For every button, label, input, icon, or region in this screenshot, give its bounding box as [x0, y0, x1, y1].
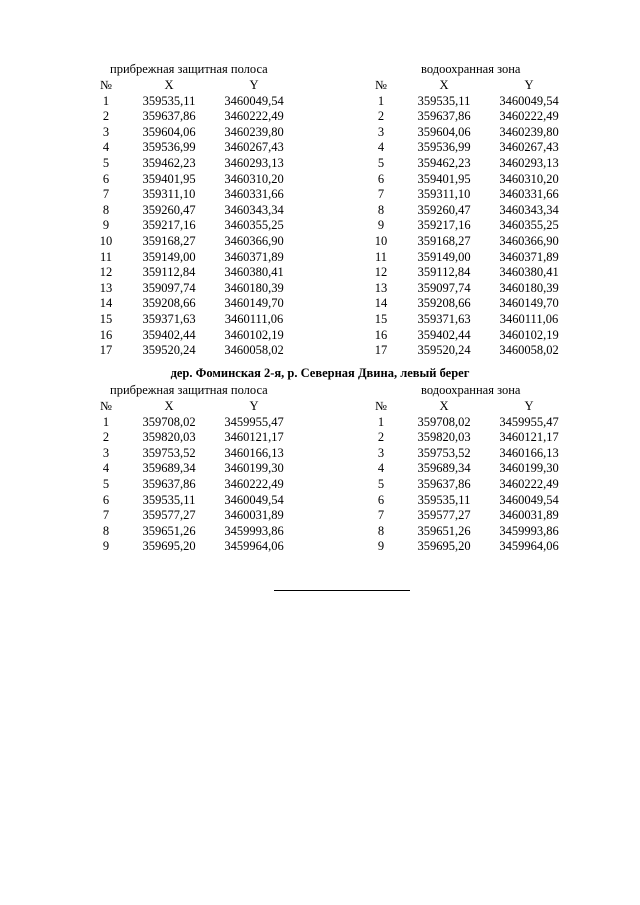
- point-number-cell: 9: [102, 539, 110, 554]
- point-number-cell: 4: [377, 140, 385, 155]
- table-row: [88, 296, 294, 312]
- table-row: [363, 140, 569, 156]
- point-number-cell: 5: [377, 155, 385, 170]
- point-number-cell: 13: [99, 280, 113, 295]
- y-coordinate-cell: 3460380,41: [499, 265, 559, 280]
- table-row: [88, 156, 294, 172]
- table-row: [88, 94, 294, 110]
- y-coordinate-cell: 3460380,41: [224, 265, 284, 280]
- table-row: [88, 508, 294, 524]
- y-coordinate-cell: 3459993,86: [499, 523, 559, 538]
- y-coordinate-cell: 3460166,13: [224, 445, 284, 460]
- x-coordinate-cell: 359371,63: [417, 311, 471, 326]
- x-coordinate-cell: 359311,10: [417, 187, 471, 202]
- table-row: [88, 539, 294, 555]
- y-coordinate-cell: 3460031,89: [499, 508, 559, 523]
- y-coordinate-cell: 3460166,13: [499, 445, 559, 460]
- y-coordinate-cell: 3460343,34: [224, 202, 284, 217]
- table-row: [363, 281, 569, 297]
- y-coordinate-cell: 3460199,30: [499, 461, 559, 476]
- y-coordinate-cell: 3460343,34: [499, 202, 559, 217]
- table-row: [88, 218, 294, 234]
- table-row: [88, 203, 294, 219]
- x-coordinate-cell: 359401,95: [417, 171, 471, 186]
- x-coordinate-cell: 359208,66: [142, 296, 196, 311]
- point-number-cell: 2: [377, 109, 385, 124]
- table-header-row: [88, 399, 294, 415]
- y-coordinate-cell: 3460049,54: [224, 93, 284, 108]
- y-coordinate-cell: 3459955,47: [499, 414, 559, 429]
- x-header: X: [164, 399, 174, 413]
- x-coordinate-cell: 359208,66: [417, 296, 471, 311]
- point-number-cell: 9: [377, 539, 385, 554]
- x-coordinate-cell: 359820,03: [417, 430, 471, 445]
- point-number-cell: 7: [102, 508, 110, 523]
- y-coordinate-cell: 3460058,02: [224, 343, 284, 358]
- point-number-cell: 1: [377, 414, 385, 429]
- y-coordinate-cell: 3460058,02: [499, 343, 559, 358]
- point-number-cell: 3: [377, 124, 385, 139]
- y-coordinate-cell: 3460102,19: [224, 327, 284, 342]
- table-row: [363, 477, 569, 493]
- table-row: [88, 477, 294, 493]
- x-coordinate-cell: 359260,47: [142, 202, 196, 217]
- point-number-cell: 11: [374, 249, 388, 264]
- y-coordinate-cell: 3460149,70: [499, 296, 559, 311]
- block-2-titles: [0, 383, 640, 399]
- x-coordinate-cell: 359604,06: [417, 124, 471, 139]
- table-row: [88, 125, 294, 141]
- x-header: X: [439, 78, 449, 92]
- point-number-cell: 6: [102, 492, 110, 507]
- y-coordinate-cell: 3460293,13: [224, 155, 284, 170]
- table-row: [88, 281, 294, 297]
- point-number-cell: 12: [99, 265, 113, 280]
- point-number-cell: 8: [102, 523, 110, 538]
- y-coordinate-cell: 3460310,20: [499, 171, 559, 186]
- table-row: [363, 539, 569, 555]
- y-header: Y: [524, 78, 534, 92]
- table-row: [363, 508, 569, 524]
- y-coordinate-cell: 3459993,86: [224, 523, 284, 538]
- coastal-strip-title: прибрежная защитная полоса: [110, 62, 268, 76]
- x-coordinate-cell: 359217,16: [417, 218, 471, 233]
- water-protection-zone-table: [363, 78, 569, 359]
- table-row: [363, 461, 569, 477]
- table-row: [88, 430, 294, 446]
- table-row: [88, 109, 294, 125]
- table-row: [363, 234, 569, 250]
- x-coordinate-cell: 359695,20: [417, 539, 471, 554]
- table-row: [88, 140, 294, 156]
- x-coordinate-cell: 359149,00: [142, 249, 196, 264]
- y-coordinate-cell: 3460121,17: [499, 430, 559, 445]
- x-coordinate-cell: 359577,27: [142, 508, 196, 523]
- table-row: [363, 446, 569, 462]
- coastal-strip-table: [88, 399, 294, 555]
- y-coordinate-cell: 3460222,49: [499, 109, 559, 124]
- point-number-cell: 5: [102, 476, 110, 491]
- coordinates-block-2: [0, 383, 640, 554]
- point-number-cell: 8: [377, 202, 385, 217]
- y-header: Y: [524, 399, 534, 413]
- x-coordinate-cell: 359402,44: [142, 327, 196, 342]
- y-coordinate-cell: 3460267,43: [224, 140, 284, 155]
- x-coordinate-cell: 359535,11: [142, 93, 196, 108]
- table-row: [88, 461, 294, 477]
- y-coordinate-cell: 3460102,19: [499, 327, 559, 342]
- y-coordinate-cell: 3460239,80: [224, 124, 284, 139]
- table-row: [363, 415, 569, 431]
- y-coordinate-cell: 3460111,06: [224, 311, 284, 326]
- table-row: [363, 172, 569, 188]
- point-number-cell: 12: [374, 265, 388, 280]
- table-row: [363, 265, 569, 281]
- table-row: [363, 125, 569, 141]
- x-coordinate-cell: 359401,95: [142, 171, 196, 186]
- point-number-cell: 6: [377, 171, 385, 186]
- y-coordinate-cell: 3460331,66: [499, 187, 559, 202]
- x-coordinate-cell: 359753,52: [142, 445, 196, 460]
- x-coordinate-cell: 359536,99: [417, 140, 471, 155]
- y-coordinate-cell: 3460293,13: [499, 155, 559, 170]
- table-row: [88, 234, 294, 250]
- number-header: №: [375, 78, 387, 92]
- point-number-cell: 1: [377, 93, 385, 108]
- coastal-strip-title: прибрежная защитная полоса: [110, 383, 268, 397]
- y-coordinate-cell: 3460180,39: [499, 280, 559, 295]
- x-coordinate-cell: 359520,24: [417, 343, 471, 358]
- point-number-cell: 17: [374, 343, 388, 358]
- table-row: [88, 493, 294, 509]
- separator-line: [274, 590, 410, 591]
- y-coordinate-cell: 3460111,06: [499, 311, 559, 326]
- number-header: №: [100, 399, 112, 413]
- table-header-row: [363, 78, 569, 94]
- table-row: [88, 524, 294, 540]
- point-number-cell: 4: [102, 461, 110, 476]
- point-number-cell: 2: [377, 430, 385, 445]
- table-row: [88, 250, 294, 266]
- x-coordinate-cell: 359371,63: [142, 311, 196, 326]
- x-coordinate-cell: 359097,74: [417, 280, 471, 295]
- point-number-cell: 17: [99, 343, 113, 358]
- point-number-cell: 6: [102, 171, 110, 186]
- y-coordinate-cell: 3460267,43: [499, 140, 559, 155]
- point-number-cell: 9: [102, 218, 110, 233]
- y-coordinate-cell: 3459964,06: [224, 539, 284, 554]
- point-number-cell: 8: [377, 523, 385, 538]
- y-coordinate-cell: 3460366,90: [499, 233, 559, 248]
- table-row: [88, 328, 294, 344]
- x-coordinate-cell: 359708,02: [142, 414, 196, 429]
- x-coordinate-cell: 359462,23: [142, 155, 196, 170]
- point-number-cell: 10: [374, 233, 388, 248]
- table-row: [363, 343, 569, 359]
- y-coordinate-cell: 3460366,90: [224, 233, 284, 248]
- x-coordinate-cell: 359695,20: [142, 539, 196, 554]
- x-coordinate-cell: 359112,84: [142, 265, 196, 280]
- coordinates-block-1: [0, 62, 640, 358]
- table-row: [88, 415, 294, 431]
- point-number-cell: 10: [99, 233, 113, 248]
- x-coordinate-cell: 359577,27: [417, 508, 471, 523]
- x-coordinate-cell: 359311,10: [142, 187, 196, 202]
- x-coordinate-cell: 359520,24: [142, 343, 196, 358]
- x-coordinate-cell: 359689,34: [417, 461, 471, 476]
- point-number-cell: 15: [99, 311, 113, 326]
- y-coordinate-cell: 3459955,47: [224, 414, 284, 429]
- y-header: Y: [249, 399, 259, 413]
- y-coordinate-cell: 3460049,54: [224, 492, 284, 507]
- table-row: [363, 109, 569, 125]
- x-coordinate-cell: 359168,27: [142, 233, 196, 248]
- point-number-cell: 5: [102, 155, 110, 170]
- number-header: №: [100, 78, 112, 92]
- table-row: [363, 328, 569, 344]
- table-row: [363, 156, 569, 172]
- table-row: [363, 430, 569, 446]
- table-row: [88, 265, 294, 281]
- x-coordinate-cell: 359168,27: [417, 233, 471, 248]
- point-number-cell: 4: [377, 461, 385, 476]
- table-row: [363, 312, 569, 328]
- x-coordinate-cell: 359402,44: [417, 327, 471, 342]
- x-coordinate-cell: 359820,03: [142, 430, 196, 445]
- x-coordinate-cell: 359651,26: [417, 523, 471, 538]
- y-coordinate-cell: 3460331,66: [224, 187, 284, 202]
- point-number-cell: 6: [377, 492, 385, 507]
- location-caption: дер. Фоминская 2-я, р. Северная Двина, левый берег: [170, 366, 470, 380]
- y-coordinate-cell: 3460049,54: [499, 492, 559, 507]
- y-coordinate-cell: 3460180,39: [224, 280, 284, 295]
- x-coordinate-cell: 359637,86: [417, 476, 471, 491]
- point-number-cell: 8: [102, 202, 110, 217]
- y-coordinate-cell: 3460371,89: [499, 249, 559, 264]
- point-number-cell: 3: [102, 445, 110, 460]
- x-coordinate-cell: 359535,11: [417, 492, 471, 507]
- point-number-cell: 16: [374, 327, 388, 342]
- y-coordinate-cell: 3460371,89: [224, 249, 284, 264]
- table-row: [363, 250, 569, 266]
- y-coordinate-cell: 3460222,49: [499, 476, 559, 491]
- x-coordinate-cell: 359535,11: [417, 93, 471, 108]
- table-row: [363, 524, 569, 540]
- table-row: [88, 187, 294, 203]
- table-header-row: [88, 78, 294, 94]
- point-number-cell: 11: [99, 249, 113, 264]
- point-number-cell: 1: [102, 414, 110, 429]
- table-row: [88, 446, 294, 462]
- y-coordinate-cell: 3460199,30: [224, 461, 284, 476]
- x-coordinate-cell: 359689,34: [142, 461, 196, 476]
- y-coordinate-cell: 3460222,49: [224, 109, 284, 124]
- point-number-cell: 3: [377, 445, 385, 460]
- table-row: [363, 218, 569, 234]
- table-row: [363, 493, 569, 509]
- x-coordinate-cell: 359535,11: [142, 492, 196, 507]
- x-coordinate-cell: 359708,02: [417, 414, 471, 429]
- point-number-cell: 13: [374, 280, 388, 295]
- table-row: [363, 94, 569, 110]
- point-number-cell: 7: [377, 187, 385, 202]
- x-coordinate-cell: 359536,99: [142, 140, 196, 155]
- x-coordinate-cell: 359604,06: [142, 124, 196, 139]
- table-row: [88, 343, 294, 359]
- point-number-cell: 5: [377, 476, 385, 491]
- table-row: [88, 172, 294, 188]
- y-coordinate-cell: 3459964,06: [499, 539, 559, 554]
- y-coordinate-cell: 3460355,25: [499, 218, 559, 233]
- point-number-cell: 14: [374, 296, 388, 311]
- table-row: [363, 296, 569, 312]
- y-coordinate-cell: 3460355,25: [224, 218, 284, 233]
- y-coordinate-cell: 3460239,80: [499, 124, 559, 139]
- x-coordinate-cell: 359753,52: [417, 445, 471, 460]
- point-number-cell: 4: [102, 140, 110, 155]
- table-header-row: [363, 399, 569, 415]
- x-coordinate-cell: 359217,16: [142, 218, 196, 233]
- table-row: [363, 203, 569, 219]
- x-coordinate-cell: 359637,86: [142, 476, 196, 491]
- point-number-cell: 2: [102, 109, 110, 124]
- x-coordinate-cell: 359112,84: [417, 265, 471, 280]
- y-header: Y: [249, 78, 259, 92]
- point-number-cell: 7: [377, 508, 385, 523]
- x-coordinate-cell: 359637,86: [142, 109, 196, 124]
- point-number-cell: 1: [102, 93, 110, 108]
- water-protection-zone-table: [363, 399, 569, 555]
- block-1-titles: [0, 62, 640, 78]
- x-header: X: [164, 78, 174, 92]
- table-row: [88, 312, 294, 328]
- y-coordinate-cell: 3460049,54: [499, 93, 559, 108]
- x-coordinate-cell: 359149,00: [417, 249, 471, 264]
- number-header: №: [375, 399, 387, 413]
- point-number-cell: 16: [99, 327, 113, 342]
- point-number-cell: 2: [102, 430, 110, 445]
- y-coordinate-cell: 3460222,49: [224, 476, 284, 491]
- table-row: [363, 187, 569, 203]
- x-coordinate-cell: 359097,74: [142, 280, 196, 295]
- x-coordinate-cell: 359651,26: [142, 523, 196, 538]
- point-number-cell: 3: [102, 124, 110, 139]
- point-number-cell: 15: [374, 311, 388, 326]
- point-number-cell: 7: [102, 187, 110, 202]
- water-protection-zone-title: водоохранная зона: [421, 383, 521, 397]
- y-coordinate-cell: 3460031,89: [224, 508, 284, 523]
- coastal-strip-table: [88, 78, 294, 359]
- point-number-cell: 14: [99, 296, 113, 311]
- y-coordinate-cell: 3460149,70: [224, 296, 284, 311]
- water-protection-zone-title: водоохранная зона: [421, 62, 521, 76]
- y-coordinate-cell: 3460310,20: [224, 171, 284, 186]
- x-coordinate-cell: 359637,86: [417, 109, 471, 124]
- x-coordinate-cell: 359260,47: [417, 202, 471, 217]
- x-header: X: [439, 399, 449, 413]
- y-coordinate-cell: 3460121,17: [224, 430, 284, 445]
- x-coordinate-cell: 359462,23: [417, 155, 471, 170]
- point-number-cell: 9: [377, 218, 385, 233]
